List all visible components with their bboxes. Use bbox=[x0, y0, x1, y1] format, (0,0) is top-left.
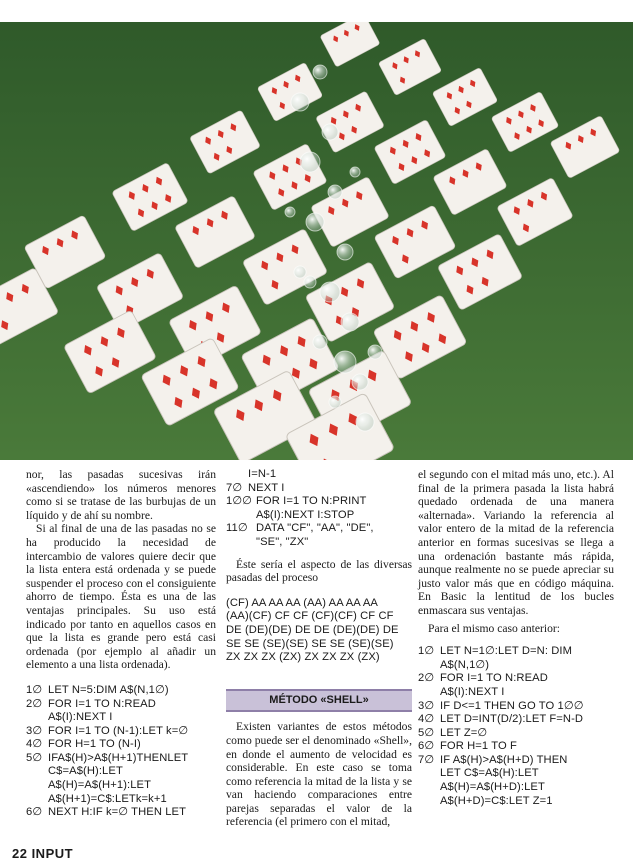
section-heading: MÉTODO «SHELL» bbox=[226, 689, 412, 713]
code-line: 5∅ IFA$(H)>A$(H+1)THENLET bbox=[26, 751, 189, 764]
basic-code-listing bbox=[418, 645, 614, 808]
bubble-icon bbox=[291, 93, 309, 111]
bubble-icon bbox=[313, 65, 327, 79]
code-line: 1∅ LET N=5:DIM A$(N,1∅) bbox=[26, 683, 169, 696]
paragraph: Éste sería el aspecto de las diversas pasadas del proceso bbox=[226, 557, 412, 585]
code-line: 6∅ NEXT H:IF k=∅ THEN LET bbox=[26, 806, 187, 819]
code-line: 6∅ FOR H=1 TO F bbox=[418, 740, 517, 753]
bubble-icon bbox=[341, 313, 359, 331]
bubble-icon bbox=[285, 207, 295, 217]
paragraph: el segundo con el mitad más uno, etc.). Al final de la primera pasada la lista habrá quedado ordenada de una manera «alternada». Variando la referencia al valor entero de la mitad de la referencia anterior en formas sucesivas se llega a una ordenación bastante más rápida, aunque realmente no se puede apreciar su justo valor más que en código máquina. En Basic la lentitud de los bucles enmascara sus ventajas. bbox=[418, 468, 614, 617]
code-line: 5∅ LET Z=∅ bbox=[418, 726, 488, 739]
code-line: A$(I):NEXT I bbox=[48, 711, 113, 724]
paragraph: Si al final de una de las pasadas no se ha producido la necesidad de intercambio de valores quiere decir que la lista entera está ordenada y se puede suspender el proceso con el consiguiente ahorro de tiempo. Ésta es una de las ventajas principales. Su uso está indicado por tanto en aquellos casos en que la lista es grande pero está casi ordenada (por ejemplo al añadir un elemento a una lista ordenada). bbox=[26, 522, 216, 672]
code-line: LET C$=A$(H):LET bbox=[440, 767, 539, 780]
bubble-icon bbox=[334, 351, 356, 373]
paragraph: Existen variantes de estos métodos como puede ser el denominado «Shell», en donde el aumento de velocidad es considerable. En este caso se toma como referencia la mitad de la lista y se van haciendo comparaciones entre parejas separadas el valor de la referencia (el primero con el mitad, bbox=[226, 720, 412, 829]
playing-cards-photo bbox=[0, 22, 633, 460]
pass-line: ZX ZX ZX (ZX) ZX ZX ZX (ZX) bbox=[226, 651, 380, 664]
column-right bbox=[418, 468, 614, 808]
column-middle bbox=[226, 468, 412, 829]
bubble-icon bbox=[300, 152, 320, 172]
code-line: A$(H+D)=C$:LET Z=1 bbox=[440, 794, 553, 807]
sort-passes-listing bbox=[226, 597, 412, 665]
code-line: A$(H)=A$(H+D):LET bbox=[440, 781, 545, 794]
column-left bbox=[26, 468, 216, 820]
bubble-icon bbox=[322, 124, 338, 140]
bubble-icon bbox=[313, 335, 327, 349]
bubble-icon bbox=[320, 282, 340, 302]
code-line: 11∅ DATA "CF", "AA", "DE", bbox=[226, 522, 374, 535]
bubble-icon bbox=[352, 374, 368, 390]
code-line: A$(H+1)=C$:LETk=k+1 bbox=[48, 792, 167, 805]
code-line: 4∅ LET D=INT(D/2):LET F=N-D bbox=[418, 713, 584, 726]
code-line: 2∅ FOR I=1 TO N:READ bbox=[26, 697, 156, 710]
code-line: A$(N,1∅) bbox=[440, 658, 490, 671]
bubble-icon bbox=[304, 276, 316, 288]
basic-code-listing bbox=[26, 684, 216, 820]
paragraph: nor, las pasadas sucesivas irán «ascendiendo» los números menores como si se tratase de las burbujas de un líquido y de ahí su nombre. bbox=[26, 468, 216, 522]
bubble-icon bbox=[368, 345, 382, 359]
pass-line: SE SE (SE)(SE) SE SE (SE)(SE) bbox=[226, 637, 394, 650]
code-line: 3∅ FOR I=1 TO (N-1):LET k=∅ bbox=[26, 724, 189, 737]
bubble-icon bbox=[337, 244, 353, 260]
bubble-icon bbox=[356, 413, 374, 431]
code-line: A$(I):NEXT I bbox=[440, 685, 505, 698]
bubble-icon bbox=[294, 266, 306, 278]
code-line: A$(H)=A$(H+1):LET bbox=[48, 779, 152, 792]
paragraph: Para el mismo caso anterior: bbox=[428, 621, 560, 635]
bubble-icon bbox=[350, 167, 360, 177]
code-line: 2∅ FOR I=1 TO N:READ bbox=[418, 672, 548, 685]
pass-line: (AA)(CF) CF CF (CF)(CF) CF CF bbox=[226, 610, 394, 623]
code-line: "SE", "ZX" bbox=[256, 535, 309, 548]
bubble-icon bbox=[329, 396, 341, 408]
cards-illustration bbox=[0, 22, 633, 460]
bubble-icon bbox=[306, 213, 324, 231]
bubble-icon bbox=[328, 185, 342, 199]
code-line: 3∅ IF D<=1 THEN GO TO 1∅∅ bbox=[418, 699, 584, 712]
basic-code-listing bbox=[226, 468, 412, 550]
code-line: 1∅ LET N=1∅:LET D=N: DIM bbox=[418, 645, 573, 658]
pass-line: DE (DE)(DE) DE DE (DE)(DE) DE bbox=[226, 623, 399, 636]
code-line: 7∅ NEXT I bbox=[226, 481, 285, 494]
code-line: C$=A$(H):LET bbox=[48, 765, 123, 778]
code-line: 7∅ IF A$(H)>A$(H+D) THEN bbox=[418, 753, 568, 766]
page-footer: 22 INPUT bbox=[12, 846, 74, 861]
pass-line: (CF) AA AA AA (AA) AA AA AA bbox=[226, 596, 378, 609]
code-line: I=N-1 bbox=[248, 468, 277, 480]
code-line: 4∅ FOR H=1 TO (N-I) bbox=[26, 738, 141, 751]
code-line: A$(I):NEXT I:STOP bbox=[256, 508, 355, 521]
code-line: 1∅∅ FOR I=1 TO N:PRINT bbox=[226, 495, 367, 508]
